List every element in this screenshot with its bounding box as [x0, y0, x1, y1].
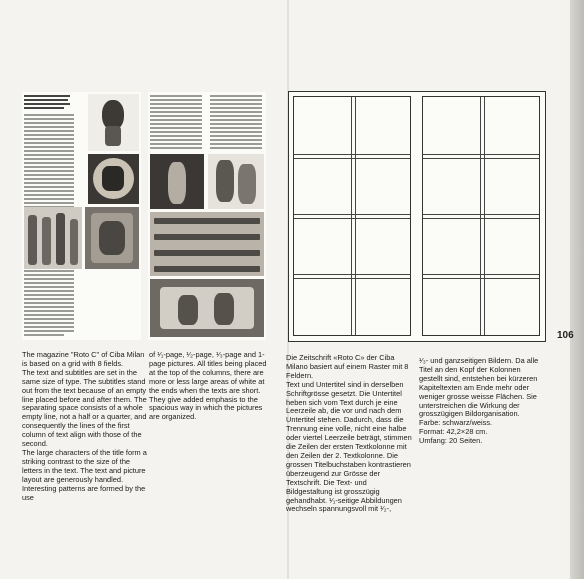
thumb-text-line — [24, 310, 74, 312]
thumb-text-line — [24, 198, 74, 200]
thumb-text-line — [210, 95, 262, 97]
grid-row-line — [294, 214, 410, 215]
thumb-text-line — [210, 119, 262, 121]
thumb-text-line — [24, 202, 74, 204]
thumb-text-line — [24, 182, 74, 184]
thumb-text-line — [210, 135, 262, 137]
thumb-text-line — [24, 174, 74, 176]
thumb-text-line — [24, 130, 74, 132]
grid-row-line — [294, 274, 410, 275]
text-column-german-1: Die Zeitschrift «Roto C» der Ciba Milano basiert auf einem Raster mit 8 Feldern. Text und Untertitel sind in derselben Schriftgrösse gesetzt. Die Untertitel heben sich vom Text durch je eine Leerzeile ab, die vor und nach dem Untertitel stehen. Dadurch, dass die Trennung eine volle, nicht eine halbe oder viertel Leerzeile beträgt, stimmen die Zeilen der ersten Textkolonne mit den Zeilen der 2. Textkolonne. Die grossen Titelbuchstaben kontrastieren überzeugend zur Grösse der Textschrift. Die Text- und Bildgestaltung ist grosszügig gehandhabt. ¹⁄₁-seitige Abbildungen wechseln spannungsvoll mit ¹⁄₂-, — [286, 353, 412, 514]
thumb-text-line — [24, 126, 74, 128]
thumb-text-line — [24, 178, 74, 180]
thumb-text-line — [210, 127, 262, 129]
grid-gutter-line — [351, 97, 352, 335]
grid-diagram — [288, 91, 546, 342]
thumb-text-line — [24, 162, 74, 164]
thumb-text-line — [24, 170, 74, 172]
thumb-text-line — [210, 111, 262, 113]
thumb-text-line — [24, 330, 74, 332]
relief-picture — [85, 207, 139, 269]
vase-painting-picture — [88, 154, 139, 204]
thumb-text-line — [24, 298, 74, 300]
thumb-text-line — [150, 95, 202, 97]
gloves-picture — [208, 154, 264, 209]
thumb-text-line — [150, 139, 202, 141]
grid-column-right — [422, 96, 540, 336]
thumb-text-line — [24, 278, 74, 280]
grid-row-line — [423, 278, 539, 279]
thumb-text-line — [24, 114, 74, 116]
thumb-text-line — [24, 290, 74, 292]
grid-row-line — [294, 278, 410, 279]
thumb-text-line — [24, 134, 74, 136]
thumb-text-line — [150, 135, 202, 137]
thumb-text-line — [24, 326, 74, 328]
thumb-text-line — [24, 270, 74, 272]
grid-row-line — [423, 274, 539, 275]
grid-column-left — [293, 96, 411, 336]
thumb-text-line — [150, 119, 202, 121]
thumb-text-line — [24, 194, 74, 196]
thumb-text-line — [24, 138, 74, 140]
thumb-text-line — [150, 99, 202, 101]
thumb-text-line — [210, 107, 262, 109]
thumb-headline-line — [24, 99, 68, 101]
pharmacy-shelves-picture — [150, 212, 264, 276]
thumb-text-line — [24, 314, 74, 316]
engraving-picture — [150, 279, 264, 337]
thumb-text-line — [150, 103, 202, 105]
thumb-headline-line — [24, 103, 70, 105]
thumb-text-line — [210, 103, 262, 105]
grid-gutter-line — [355, 97, 356, 335]
thumb-text-line — [150, 115, 202, 117]
grid-gutter-line — [480, 97, 481, 335]
thumb-text-line — [24, 318, 74, 320]
thumb-text-line — [24, 286, 74, 288]
text-column-english-1: The magazine "Roto C" of Ciba Milan is based on a grid with 8 fields. The text and subtitles are set in the same size of type. The subtitles stand out from the text because of an empty line placed before and after them. The separating space consists of a whole empty line, not a half or a quarter, and consequently the lines of the first column of text align with those of the second. The large characters of the title form a striking contrast to the size of the letters in the text. The text and picture layout are generously handled. Interesting patterns are formed by the use — [22, 350, 147, 502]
thumb-text-line — [24, 190, 74, 192]
thumb-text-line — [210, 115, 262, 117]
magazine-page-thumbnail-right — [148, 92, 266, 340]
text-column-german-2: ¹⁄₃- und ganzseitigen Bildern. Da alle Titel an den Kopf der Kolonnen gestellt sind, entstehen bei kürzeren Kapiteltexten am Ende mehr oder weniger grosse weisse Flächen. Sie unterstreichen die Wirkung der grosszügigen Bildorganisation. Farbe: schwarz/weiss. Format: 42,2×28 cm. Umfang: 20 Seiten. — [419, 356, 539, 446]
grid-gutter-line — [484, 97, 485, 335]
thumb-text-line — [24, 334, 64, 336]
thumb-text-line — [24, 306, 74, 308]
thumb-text-line — [150, 143, 202, 145]
grid-row-line — [423, 158, 539, 159]
magazine-page-thumbnail-left — [22, 92, 141, 340]
thumb-text-line — [150, 127, 202, 129]
thumb-text-line — [24, 122, 74, 124]
thumb-text-line — [210, 139, 262, 141]
thumb-text-line — [24, 274, 74, 276]
grid-row-line — [294, 154, 410, 155]
thumb-text-line — [210, 143, 262, 145]
thumb-text-line — [210, 123, 262, 125]
grid-row-line — [423, 154, 539, 155]
thumb-text-line — [24, 118, 74, 120]
thumb-text-line — [24, 322, 74, 324]
thumb-text-line — [210, 131, 262, 133]
figurines-picture — [24, 207, 82, 269]
thumb-text-line — [210, 147, 262, 149]
grid-row-line — [294, 218, 410, 219]
thumb-text-line — [210, 99, 262, 101]
page-number: 106 — [557, 330, 574, 341]
thumb-text-line — [24, 146, 74, 148]
thumb-text-line — [24, 294, 74, 296]
thumb-text-line — [24, 166, 74, 168]
thumb-text-line — [24, 150, 74, 152]
bust-picture — [88, 94, 139, 151]
thumb-text-line — [150, 107, 202, 109]
grid-row-line — [423, 218, 539, 219]
thumb-text-line — [24, 158, 74, 160]
statue-picture — [150, 154, 204, 209]
thumb-text-line — [24, 154, 74, 156]
thumb-headline-line — [24, 95, 70, 97]
grid-row-line — [294, 158, 410, 159]
thumb-text-line — [24, 302, 74, 304]
book-gutter — [570, 0, 584, 579]
thumb-text-line — [24, 186, 74, 188]
thumb-text-line — [150, 131, 202, 133]
thumb-text-line — [150, 147, 202, 149]
grid-row-line — [423, 214, 539, 215]
thumb-headline-line — [24, 107, 64, 109]
thumb-text-line — [24, 282, 74, 284]
thumb-text-line — [24, 142, 74, 144]
text-column-english-2: of ¹⁄₁-page, ¹⁄₂-page, ¹⁄₃-page and 1-page pictures. All titles being placed at the top of the columns, there are more or less large areas of white at the ends when the texts are short. They give added emphasis to the spacious way in which the pictures are organized. — [149, 350, 267, 422]
thumb-text-line — [150, 111, 202, 113]
thumb-text-line — [150, 123, 202, 125]
